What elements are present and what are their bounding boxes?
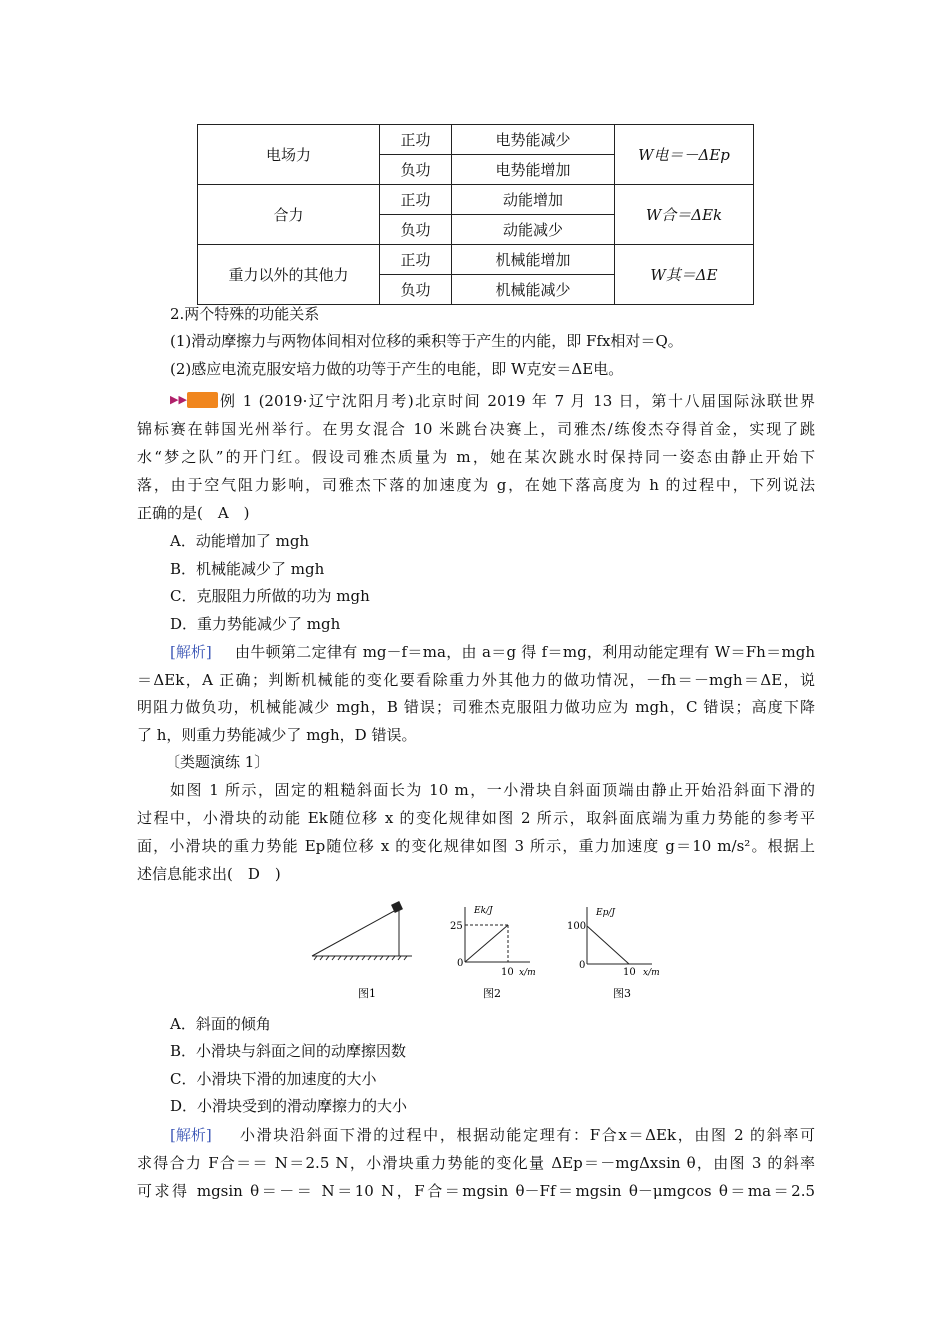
practice-line: 过程中，小滑块的动能 Ek随位移 x 的变化规律如图 2 所示，取斜面底端为重力势能的参考平 xyxy=(137,809,815,827)
analysis-line: ＝ΔEk，A 正确；判断机械能的变化要看除重力外其他力的做功情况，－fh＝－mgh＝ΔE，说 xyxy=(137,671,815,689)
energy-change: 机械能增加 xyxy=(452,245,615,275)
practice-line: 如图 1 所示，固定的粗糙斜面长为 10 m，一小滑块自斜面顶端由静止开始沿斜面下滑的 xyxy=(170,781,815,799)
practice-line: 述信息能求出( D ) xyxy=(137,865,281,883)
example-line: 正确的是( A ) xyxy=(137,504,250,522)
work-sign: 负功 xyxy=(380,155,452,185)
analysis-line: 由牛顿第二定律有 mg－f＝ma，由 a＝g 得 f＝mg，利用动能定理有 W＝Fh＝mgh xyxy=(235,643,815,661)
work-sign: 正功 xyxy=(380,245,452,275)
analysis-line: 明阻力做负功，机械能减少 mgh，B 错误；司雅杰克服阻力做功应为 mgh，C 错误；高度下降 xyxy=(137,698,815,716)
formula: W合＝ΔEk xyxy=(615,185,754,245)
example-line: 水“梦之队”的开门红。假设司雅杰质量为 m，她在某次跳水时保持同一姿态由静止开始下 xyxy=(137,448,815,466)
analysis-line: 了 h，则重力势能减少了 mgh，D 错误。 xyxy=(137,726,417,744)
fig1-caption: 图1 xyxy=(358,987,376,1000)
figure-1-incline xyxy=(312,902,412,960)
work-sign: 正功 xyxy=(380,125,452,155)
example-line: 锦标赛在韩国光州举行。在男女混合 10 米跳台决赛上，司雅杰/练俊杰夺得首金，实现了跳 xyxy=(137,420,815,438)
fig3-caption: 图3 xyxy=(613,987,631,1000)
force-cell: 重力以外的其他力 xyxy=(198,245,380,305)
example-line: 落，由于空气阻力影响，司雅杰下落的加速度为 g，在她下落高度为 h 的过程中，下列说法 xyxy=(137,476,815,494)
option: B．机械能减少了 mgh xyxy=(170,560,325,578)
fig3-origin: 0 xyxy=(579,960,586,971)
option: C．克服阻力所做的功为 mgh xyxy=(170,587,370,605)
fig3-ylabel: Ep/J xyxy=(596,908,615,918)
option: B．小滑块与斜面之间的动摩擦因数 xyxy=(170,1042,407,1060)
fig2-xlabel: x/m xyxy=(519,968,536,978)
analysis-line: 求得合力 F合＝＝ N＝2.5 N，小滑块重力势能的变化量 ΔEp＝－mgΔxsin θ，由图 3 的斜率 xyxy=(137,1154,815,1172)
example-tag-icon xyxy=(187,392,218,408)
practice-line: 面，小滑块的重力势能 Ep随位移 x 的变化规律如图 3 所示，重力加速度 g＝10 m/s²。根据上 xyxy=(137,837,815,855)
option: A．斜面的倾角 xyxy=(170,1015,271,1033)
force-cell: 合力 xyxy=(198,185,380,245)
force-cell: 电场力 xyxy=(198,125,380,185)
section-item: (2)感应电流克服安培力做的功等于产生的电能，即 W克安＝ΔE电。 xyxy=(170,360,624,378)
option: C．小滑块下滑的加速度的大小 xyxy=(170,1070,377,1088)
energy-change: 动能减少 xyxy=(452,215,615,245)
fig2-ytick: 25 xyxy=(450,921,463,932)
option: D．小滑块受到的滑动摩擦力的大小 xyxy=(170,1097,408,1115)
fig3-xlabel: x/m xyxy=(643,968,660,978)
example-line: 例 1 (2019·辽宁沈阳月考)北京时间 2019 年 7 月 13 日，第十八届国际泳联世界 xyxy=(220,392,815,410)
analysis-label: [解析] xyxy=(170,643,212,661)
formula: W电＝－ΔEp xyxy=(615,125,754,185)
energy-change: 电势能减少 xyxy=(452,125,615,155)
energy-change: 动能增加 xyxy=(452,185,615,215)
work-sign: 负功 xyxy=(380,215,452,245)
energy-change: 机械能减少 xyxy=(452,275,615,305)
work-sign: 负功 xyxy=(380,275,452,305)
option: D．重力势能减少了 mgh xyxy=(170,615,341,633)
work-sign: 正功 xyxy=(380,185,452,215)
analysis-line: 小滑块沿斜面下滑的过程中，根据动能定理有：F合x＝ΔEk，由图 2 的斜率可 xyxy=(240,1126,815,1144)
option: A．动能增加了 mgh xyxy=(170,532,310,550)
energy-change: 电势能增加 xyxy=(452,155,615,185)
practice-title: 〔类题演练 1〕 xyxy=(165,753,270,771)
analysis-label: [解析] xyxy=(170,1126,212,1144)
fig3-ytick: 100 xyxy=(567,921,587,932)
analysis-line: 可求得 mgsin θ＝－＝ N＝10 N，F合＝mgsin θ－Ff＝mgsin θ－μmgcos θ＝ma＝2.5 xyxy=(137,1182,815,1200)
fig2-caption: 图2 xyxy=(483,987,501,1000)
arrow-icon: ▶▶ xyxy=(170,393,187,406)
fig2-xtick: 10 xyxy=(501,967,514,978)
work-energy-table xyxy=(197,124,754,305)
figures xyxy=(300,895,680,1005)
section-title: 2.两个特殊的功能关系 xyxy=(170,305,320,323)
fig2-ylabel: Ek/J xyxy=(474,906,493,916)
fig2-origin: 0 xyxy=(457,958,464,969)
section-item: (1)滑动摩擦力与两物体间相对位移的乘积等于产生的内能，即 Ffx相对＝Q。 xyxy=(170,332,683,350)
fig3-xtick: 10 xyxy=(623,967,636,978)
formula: W其＝ΔE xyxy=(615,245,754,305)
